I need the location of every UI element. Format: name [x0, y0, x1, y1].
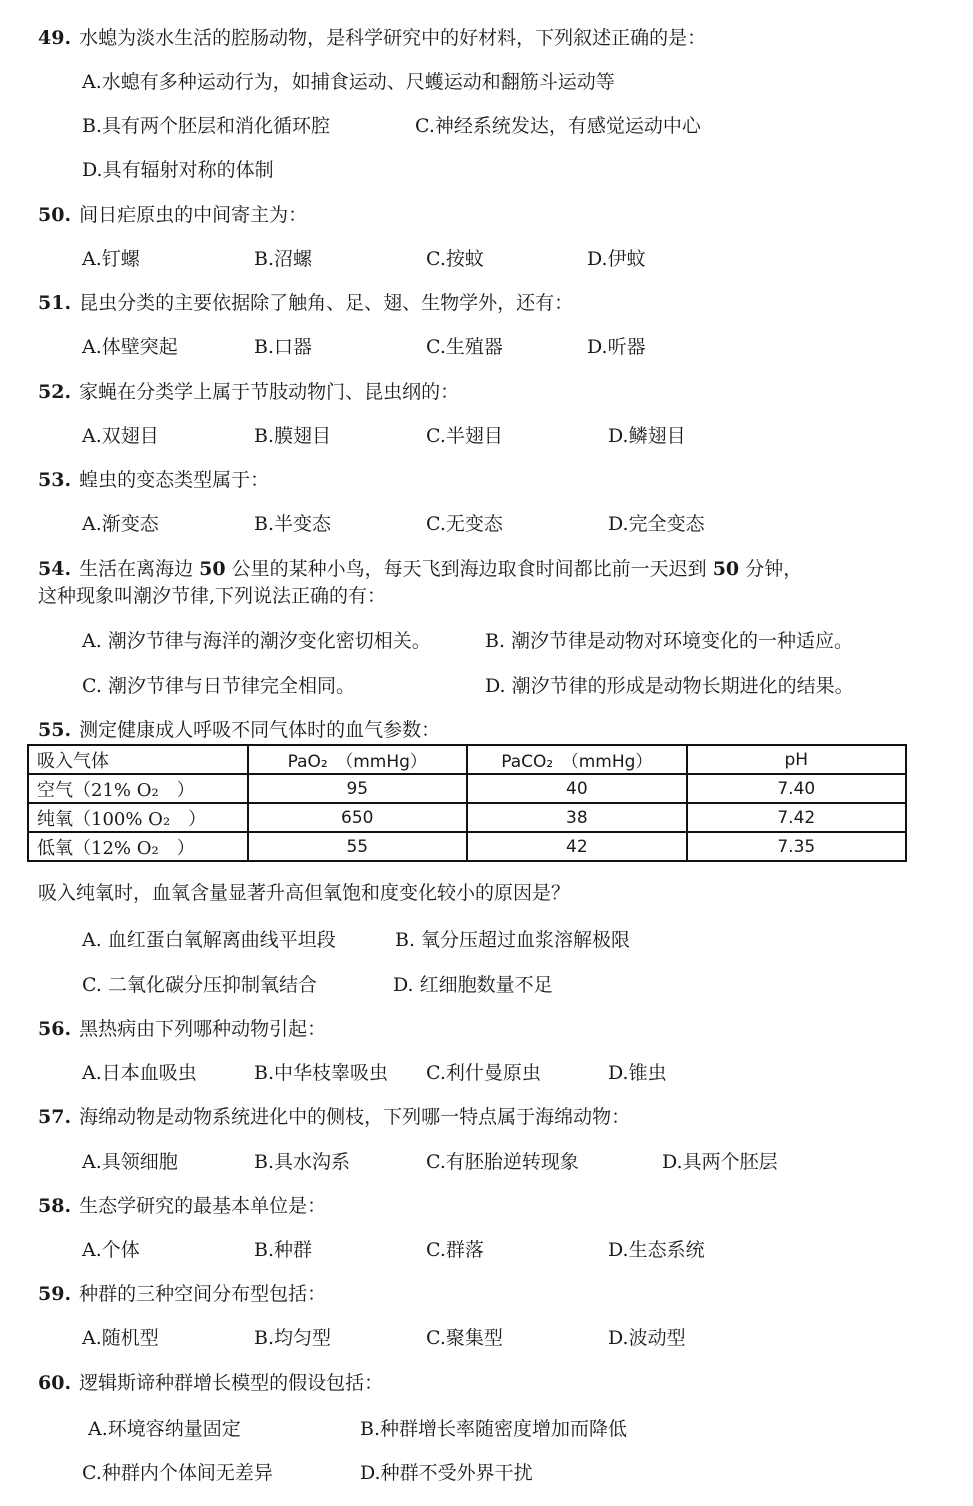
option-a: A.具领细胞	[82, 1151, 178, 1173]
question-number: 53.	[38, 469, 72, 491]
table-header-cell: 吸入气体	[28, 745, 248, 774]
question-number: 57.	[38, 1106, 72, 1128]
question-stem: 种群的三种空间分布型包括：	[79, 1283, 327, 1305]
question-number: 54.	[38, 558, 72, 580]
question-stem-part: 分钟，	[745, 558, 803, 580]
option-d: D.种群不受外界干扰	[360, 1462, 533, 1484]
option-d: D.伊蚊	[587, 248, 646, 270]
blood-gas-table	[27, 744, 907, 862]
table-cell: 40	[467, 774, 687, 803]
option-d: D.鳞翅目	[608, 425, 686, 447]
question-53	[38, 468, 269, 492]
question-number: 56.	[38, 1018, 72, 1040]
option-c: C.有胚胎逆转现象	[426, 1151, 579, 1173]
table-cell: 38	[467, 803, 687, 832]
option-a: A. 潮汐节律与海洋的潮汐变化密切相关。	[82, 630, 431, 652]
option-a: A. 血红蛋白氧解离曲线平坦段	[82, 929, 336, 951]
question-59	[38, 1282, 326, 1306]
question-54	[38, 557, 802, 581]
table-header-cell: PaO₂ （mmHg）	[248, 745, 468, 774]
option-b: B.中华枝睾吸虫	[254, 1062, 389, 1084]
table-cell: 7.42	[687, 803, 906, 832]
option-b: B.具水沟系	[254, 1151, 351, 1173]
question-stem: 水螅为淡水生活的腔肠动物，是科学研究中的好材料，下列叙述正确的是：	[79, 27, 707, 49]
option-d: D.听器	[587, 336, 646, 358]
option-c: C.神经系统发达，有感觉运动中心	[415, 115, 701, 137]
question-55-followup: 吸入纯氧时，血氧含量显著升高但氧饱和度变化较小的原因是？	[38, 882, 571, 904]
option-d: D.具有辐射对称的体制	[82, 159, 274, 181]
option-c: C.按蚊	[426, 248, 484, 270]
option-c: C.无变态	[426, 513, 503, 535]
option-d: D.锥虫	[608, 1062, 667, 1084]
table-cell: 55	[248, 832, 468, 861]
table-row	[28, 832, 906, 861]
question-stem-line2: 这种现象叫潮汐节律,下列说法正确的有：	[38, 585, 387, 607]
question-stem: 昆虫分类的主要依据除了触角、足、翅、生物学外，还有：	[79, 292, 574, 314]
table-cell: 650	[248, 803, 468, 832]
table-cell: 95	[248, 774, 468, 803]
question-number: 50.	[38, 204, 72, 226]
question-number: 55.	[38, 719, 72, 741]
table-cell: 7.35	[687, 832, 906, 861]
option-c: C.半翅目	[426, 425, 503, 447]
question-number: 60.	[38, 1372, 72, 1394]
question-56	[38, 1017, 326, 1041]
option-c: C.生殖器	[426, 336, 503, 358]
question-stem-part: 公里的某种小鸟，每天飞到海边取食时间都比前一天迟到	[231, 558, 707, 580]
table-cell: 低氧（12% O₂ ）	[28, 832, 248, 861]
option-d: D. 潮汐节律的形成是动物长期进化的结果。	[485, 675, 854, 697]
question-52	[38, 380, 459, 404]
table-row	[28, 803, 906, 832]
option-b: B.均匀型	[254, 1327, 332, 1349]
question-stem: 海绵动物是动物系统进化中的侧枝，下列哪一特点属于海绵动物：	[79, 1106, 631, 1128]
option-c: C. 潮汐节律与日节律完全相同。	[82, 675, 355, 697]
question-stem: 生态学研究的最基本单位是：	[79, 1195, 327, 1217]
option-b: B.具有两个胚层和消化循环腔	[82, 115, 331, 137]
option-a: A.双翅目	[82, 425, 159, 447]
option-a: A.日本血吸虫	[82, 1062, 197, 1084]
question-number: 51.	[38, 292, 72, 314]
question-stem: 家蝇在分类学上属于节肢动物门、昆虫纲的：	[79, 381, 460, 403]
option-b: B.膜翅目	[254, 425, 332, 447]
option-b: B.种群增长率随密度增加而降低	[360, 1418, 628, 1440]
option-c: C.利什曼原虫	[426, 1062, 541, 1084]
question-stem: 逻辑斯谛种群增长模型的假设包括：	[79, 1372, 384, 1394]
question-stem-part: 生活在离海边	[79, 558, 194, 580]
option-c: C.种群内个体间无差异	[82, 1462, 273, 1484]
option-a: A.个体	[82, 1239, 140, 1261]
question-stem: 间日疟原虫的中间寄主为：	[79, 204, 308, 226]
option-d: D.完全变态	[608, 513, 705, 535]
table-header-cell: PaCO₂ （mmHg）	[467, 745, 687, 774]
table-cell: 42	[467, 832, 687, 861]
option-d: D.波动型	[608, 1327, 686, 1349]
option-a: A.环境容纳量固定	[88, 1418, 241, 1440]
option-a: A.体壁突起	[82, 336, 178, 358]
option-b: B.口器	[254, 336, 313, 358]
option-b: B.沼螺	[254, 248, 313, 270]
question-number: 49.	[38, 27, 72, 49]
question-stem: 测定健康成人呼吸不同气体时的血气参数：	[79, 719, 441, 741]
question-49	[38, 26, 706, 50]
question-50	[38, 203, 307, 227]
option-c: C.聚集型	[426, 1327, 503, 1349]
question-51	[38, 291, 573, 315]
question-number: 59.	[38, 1283, 72, 1305]
option-b: B.半变态	[254, 513, 332, 535]
stem-number: 50	[712, 558, 740, 580]
question-number: 52.	[38, 381, 72, 403]
question-57	[38, 1105, 630, 1129]
option-a: A.钉螺	[82, 248, 140, 270]
question-60	[38, 1371, 383, 1395]
question-58	[38, 1194, 326, 1218]
option-a: A.随机型	[82, 1327, 159, 1349]
option-a: A.水螅有多种运动行为，如捕食运动、尺蠖运动和翻筋斗运动等	[82, 71, 615, 93]
option-b: B.种群	[254, 1239, 313, 1261]
table-cell: 纯氧（100% O₂ ）	[28, 803, 248, 832]
option-c: C.群落	[426, 1239, 484, 1261]
option-b: B. 氧分压超过血浆溶解极限	[395, 929, 631, 951]
question-number: 58.	[38, 1195, 72, 1217]
table-cell: 7.40	[687, 774, 906, 803]
option-d: D.具两个胚层	[662, 1151, 778, 1173]
table-header-row	[28, 745, 906, 774]
option-a: A.渐变态	[82, 513, 159, 535]
stem-number: 50	[199, 558, 226, 580]
option-d: D.生态系统	[608, 1239, 705, 1261]
question-stem: 蝗虫的变态类型属于：	[79, 469, 270, 491]
table-row	[28, 774, 906, 803]
option-c: C. 二氧化碳分压抑制氧结合	[82, 974, 317, 996]
table-cell: 空气（21% O₂ ）	[28, 774, 248, 803]
option-d: D. 红细胞数量不足	[393, 974, 553, 996]
table-header-cell: pH	[687, 745, 906, 774]
question-55	[38, 718, 440, 742]
option-b: B. 潮汐节律是动物对环境变化的一种适应。	[485, 630, 854, 652]
question-stem: 黑热病由下列哪种动物引起：	[79, 1018, 327, 1040]
